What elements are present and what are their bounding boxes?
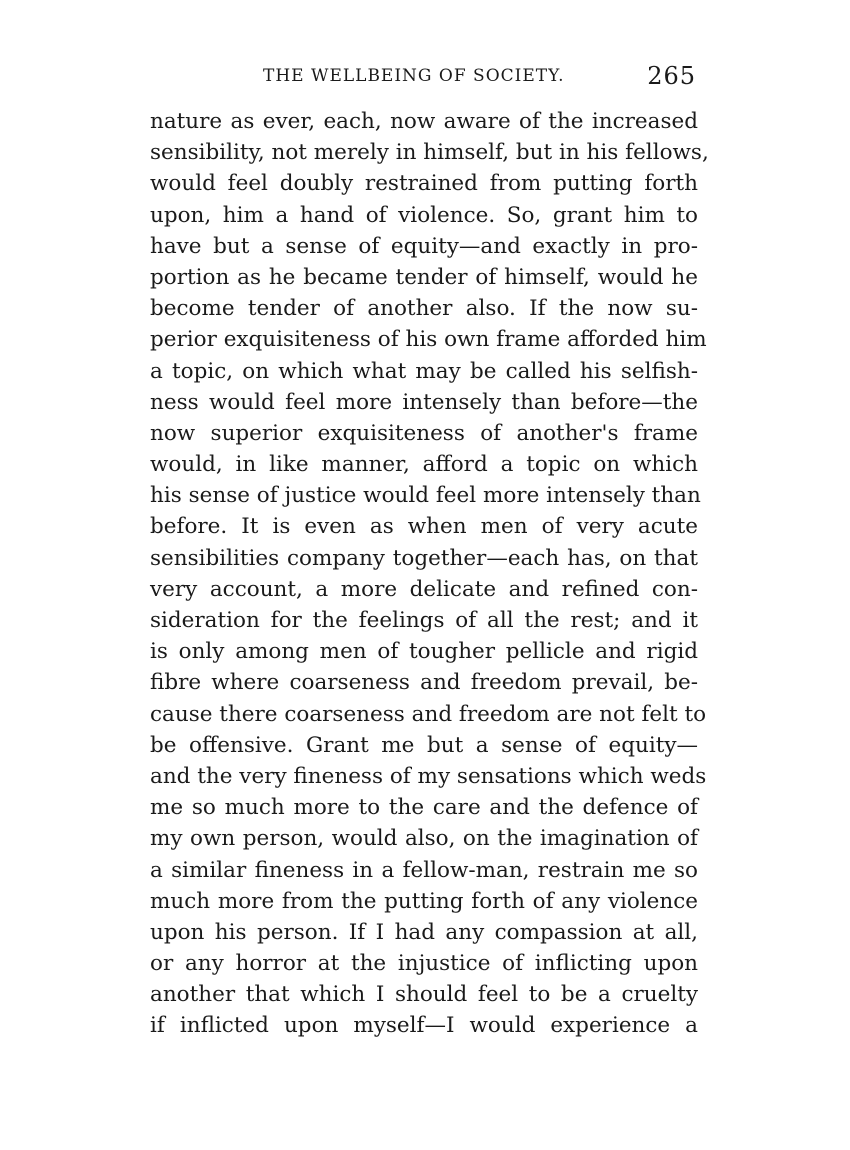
text-line: or any horror at the injustice of inflicting upon bbox=[150, 951, 698, 977]
text-line: my own person, would also, on the imagination of bbox=[150, 826, 698, 852]
text-line: is only among men of tougher pellicle and rigid bbox=[150, 639, 698, 665]
text-line: perior exquisiteness of his own frame afforded him bbox=[150, 327, 707, 353]
text-line: ness would feel more intensely than before—the bbox=[150, 389, 698, 415]
text-line: and the very fineness of my sensations which weds bbox=[150, 763, 707, 789]
text-line: now superior exquisiteness of another's frame bbox=[150, 420, 698, 446]
text-line: cause there coarseness and freedom are not felt to bbox=[150, 701, 707, 727]
text-line: me so much more to the care and the defence of bbox=[150, 795, 698, 821]
text-line: another that which I should feel to be a cruelty bbox=[150, 982, 698, 1008]
text-line: sideration for the feelings of all the rest; and it bbox=[150, 608, 698, 633]
text-line: sensibility, not merely in himself, but in his fellows, bbox=[150, 140, 709, 166]
text-line: would feel doubly restrained from putting forth bbox=[150, 171, 698, 197]
body-text bbox=[150, 106, 709, 1042]
running-title: THE WELLBEING OF SOCIETY. bbox=[263, 66, 565, 86]
text-line: portion as he became tender of himself, would he bbox=[150, 264, 698, 290]
text-line: a similar fineness in a fellow-man, restrain me so bbox=[150, 857, 698, 883]
text-line: become tender of another also. If the now su- bbox=[150, 296, 698, 322]
text-line: before. It is even as when men of very acute bbox=[150, 514, 698, 540]
text-line: if inflicted upon myself—I would experience a bbox=[150, 1013, 698, 1039]
text-line: a topic, on which what may be called his selfish- bbox=[150, 358, 698, 384]
text-line: sensibilities company together—each has, on that bbox=[150, 545, 698, 571]
text-line: be offensive. Grant me but a sense of equity— bbox=[150, 732, 698, 758]
page-number: 265 bbox=[647, 62, 696, 90]
text-line: his sense of justice would feel more intensely than bbox=[150, 483, 701, 509]
text-line: much more from the putting forth of any violence bbox=[150, 888, 698, 914]
text-line: have but a sense of equity—and exactly in pro- bbox=[150, 233, 698, 259]
text-line: very account, a more delicate and refined con- bbox=[150, 576, 698, 602]
text-line: nature as ever, each, now aware of the increased bbox=[150, 109, 698, 134]
running-head bbox=[150, 62, 698, 94]
text-line: fibre where coarseness and freedom prevail, be- bbox=[150, 670, 698, 696]
text-line: would, in like manner, afford a topic on which bbox=[150, 452, 698, 478]
text-line: upon his person. If I had any compassion at all, bbox=[150, 919, 698, 945]
text-line: upon, him a hand of violence. So, grant him to bbox=[150, 202, 698, 228]
